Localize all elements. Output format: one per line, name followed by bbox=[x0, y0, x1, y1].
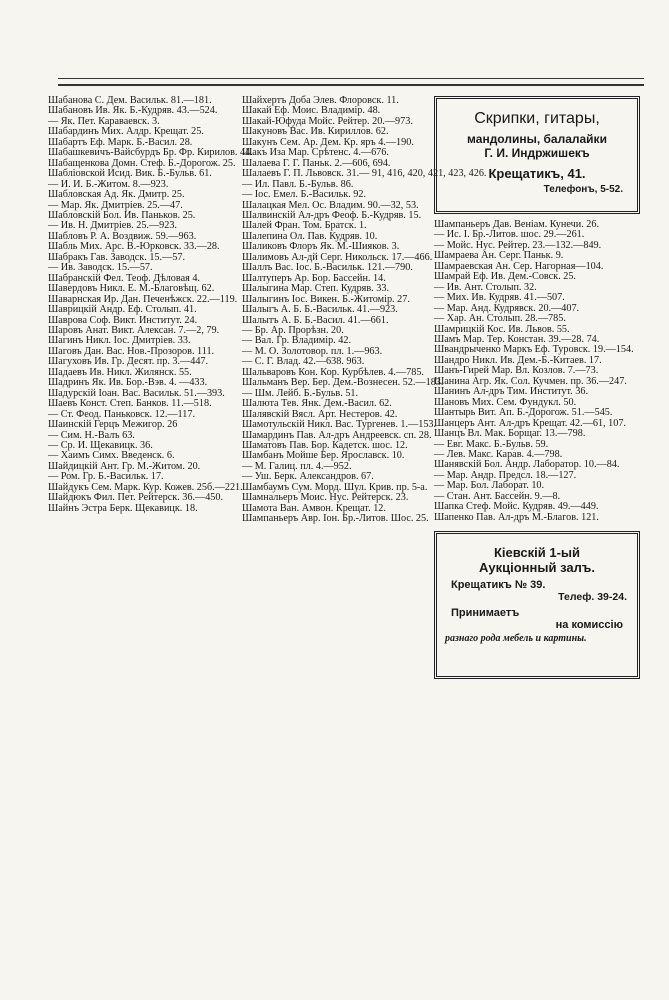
directory-entry: Шамрицкій Кос. Ив. Львов. 55. bbox=[434, 323, 570, 335]
directory-entry: Шанъ-Гирей Мар. Вл. Козлов. 7.—73. bbox=[434, 365, 599, 377]
ad-violins-line3: Г. И. Индржишекъ bbox=[484, 146, 590, 160]
directory-entry: Шалаева Г. Г. Паньк. 2.—606, 694. bbox=[242, 157, 391, 169]
directory-entry: Шагуховъ Ив. Гр. Десят. пр. 3.—447. bbox=[48, 356, 209, 368]
directory-entry: Шалтуперъ Ар. Бор. Бассейн. 14. bbox=[242, 272, 386, 284]
directory-entry: — Бр. Ар. Прорѣзн. 20. bbox=[242, 324, 344, 336]
directory-entry: Шабановъ Ив. Як. Б.-Кудряв. 43.—524. bbox=[48, 105, 218, 117]
directory-entry: Шайнъ Эстра Берк. Щекавицк. 18. bbox=[48, 502, 198, 514]
directory-entry: — Мар. Як. Дмитріев. 25.—47. bbox=[48, 199, 183, 211]
directory-entry: Шабловская Ад. Як. Дмитр. 25. bbox=[48, 189, 185, 201]
directory-entry: Шабловскій Бол. Ив. Паньков. 25. bbox=[48, 209, 196, 221]
directory-entry: Шанцъ Вл. Мак. Борщаг. 13.—798. bbox=[434, 428, 586, 440]
directory-entry: Швандрыченко Маркъ Еф. Туровск. 19.—154. bbox=[434, 344, 634, 356]
directory-entry: — Сим. Н.-Валъ 63. bbox=[48, 429, 135, 441]
directory-entry: Шайхертъ Доба Элев. Флоровск. 11. bbox=[242, 95, 399, 106]
directory-entry: Шалацкая Мел. Ос. Владим. 90.—32, 53. bbox=[242, 199, 419, 211]
directory-entry: Шабардинъ Мих. Алдр. Крещат. 25. bbox=[48, 126, 204, 138]
directory-entry: Шабловъ Р. А. Воздвиж. 59.—963. bbox=[48, 230, 197, 242]
directory-entry: Шаллъ Вас. Іос. Б.-Васильк. 121.—790. bbox=[242, 262, 413, 274]
directory-entry: Шабліовской Исид. Вик. Б.-Бульв. 61. bbox=[48, 168, 212, 180]
directory-entry: Шабракъ Гав. Заводск. 15.—57. bbox=[48, 251, 185, 263]
directory-entry: Шанина Агр. Як. Сол. Кучмен. пр. 36.—247. bbox=[434, 375, 627, 387]
directory-entry: Шамрай Еф. Ив. Дем.-Совск. 25. bbox=[434, 271, 576, 283]
directory-entry: Шампаньеръ Дав. Веніам. Кунечи. 26. bbox=[434, 219, 600, 230]
directory-entry: Шаматовъ Пав. Бор. Кадетск. шос. 12. bbox=[242, 439, 408, 451]
directory-entry: Шалыгина Мар. Степ. Кудряв. 33. bbox=[242, 283, 389, 295]
directory-entry: — Евг. Макс. Б.-Бульв. 59. bbox=[434, 438, 549, 450]
directory-entry: — Ст. Феод. Паньковск. 12.—117. bbox=[48, 408, 196, 420]
directory-entry: Шалвинскій Ал-дръ Феоф. Б.-Кудряв. 15. bbox=[242, 209, 422, 221]
directory-entry: Шальманъ Вер. Бер. Дем.-Вознесен. 52.—183. bbox=[242, 377, 444, 389]
directory-entry: Шакуновъ Вас. Ив. Кириллов. 62. bbox=[242, 126, 389, 138]
directory-entry: — С. Г. Влад. 42.—638. 963. bbox=[242, 356, 365, 368]
directory-entry: Шагинъ Никл. Іос. Дмитріев. 33. bbox=[48, 335, 191, 347]
directory-entry: — Ив. Ант. Столып. 32. bbox=[434, 281, 537, 293]
directory-entry: Шабль Мих. Арс. В.-Юрковск. 33.—28. bbox=[48, 241, 220, 253]
directory-entry: Шакай-Юфуда Мойс. Рейтер. 20.—973. bbox=[242, 115, 413, 127]
directory-entry: Шапенко Пав. Ал-дръ М.-Благов. 121. bbox=[434, 511, 599, 523]
directory-entry: Шадурскій Іоан. Вас. Васильк. 51.—393. bbox=[48, 387, 225, 399]
directory-entry: — Мар. Анд. Кудрявск. 20.—407. bbox=[434, 302, 580, 314]
directory-entry: — Хаимъ Симх. Введенск. 6. bbox=[48, 450, 175, 462]
ad-auction-line1: Кіевскій 1-ый bbox=[493, 545, 581, 561]
directory-entry: — М. О. Золотовор. пл. 1.—963. bbox=[242, 345, 383, 357]
ad-auction-line7: разнаго рода мебель и картины. bbox=[445, 633, 587, 645]
directory-entry: — Стан. Ант. Бассейн. 9.—8. bbox=[434, 490, 561, 502]
directory-entry: Шановъ Мих. Сем. Фундукл. 50. bbox=[434, 396, 577, 408]
directory-entry: Шамотульскій Никл. Вас. Тургенев. 1.—153. bbox=[242, 419, 437, 431]
directory-entry: — Мих. Ив. Кудряв. 41.—507. bbox=[434, 292, 565, 304]
directory-entry: Шалявскій Вясл. Арт. Нестеров. 42. bbox=[242, 408, 398, 420]
ad-auction-line5: Принимаетъ bbox=[451, 607, 520, 620]
directory-entry: Шалаевъ Г. П. Львовск. 31.— 91, 416, 420, 421, 423, 426. bbox=[242, 168, 487, 180]
directory-entry: Шамнальеръ Моис. Нус. Рейтерск. 23. bbox=[242, 492, 409, 504]
directory-entry: — Лев. Макс. Карав. 4.—798. bbox=[434, 448, 563, 460]
directory-entry: — Мар. Андр. Предсл. 18.—127. bbox=[434, 469, 577, 481]
directory-entry: Шалыгъ А. Б. Б.-Васильк. 41.—923. bbox=[242, 304, 398, 316]
directory-entry: Шабанова С. Дем. Васильк. 81.—181. bbox=[48, 95, 212, 106]
directory-entry: — Іос. Емел. Б.-Васильк. 92. bbox=[242, 189, 367, 201]
directory-entry: Шабранскій Фел. Теоф. Дѣловая 4. bbox=[48, 272, 200, 284]
directory-entry: Шамраева Ан. Серг. Паньк. 9. bbox=[434, 250, 564, 262]
directory-entry: Шалимовъ Ал-дй Серг. Никольск. 17.—466. bbox=[242, 251, 433, 263]
ad-violins bbox=[434, 96, 640, 214]
directory-entry: Шанявскій Бол. Андр. Лаборатор. 10.—84. bbox=[434, 459, 620, 471]
ad-auction-line6: на комиссію bbox=[555, 619, 623, 632]
directory-entry: Шайдюкъ Фил. Пет. Рейтерск. 36.—450. bbox=[48, 492, 224, 504]
directory-entry: — Хар. Ан. Столып. 28.—785. bbox=[434, 313, 566, 325]
directory-entry: Шайдукъ Сем. Марк. Кур. Кожев. 25б.—221. bbox=[48, 481, 243, 493]
directory-entry: Шаровъ Анат. Викт. Алексан. 7.—2, 79. bbox=[48, 324, 220, 336]
directory-entry: Шампаньеръ Авр. Іон. Бр.-Литов. Шос. 25. bbox=[242, 513, 429, 525]
directory-entry: Шалюта Тев. Янк. Дем.-Васил. 62. bbox=[242, 398, 392, 410]
directory-entry: Шамбаумъ Сум. Морд. Шул. Крив. пр. 5-а. bbox=[242, 481, 428, 493]
directory-entry: Шаговъ Дан. Вас. Нов.-Прозоров. 111. bbox=[48, 345, 215, 357]
directory-entry: Шадаевъ Ив. Никл. Жилянск. 55. bbox=[48, 366, 192, 378]
directory-entry: Шавердовъ Никл. Е. М.-Благовѣщ. 62. bbox=[48, 283, 215, 295]
directory-entry: — Ром. Гр. Б.-Васильк. 17. bbox=[48, 471, 164, 483]
directory-entry: Шамбанъ Мойше Бер. Ярославск. 10. bbox=[242, 450, 405, 462]
directory-column-1 bbox=[48, 95, 253, 514]
top-rule-thick bbox=[58, 84, 644, 86]
top-rule bbox=[58, 78, 644, 79]
ad-violins-line5: Телефонъ, 5-52. bbox=[543, 184, 623, 195]
directory-entry: — Ср. И. Щекавицк. 36. bbox=[48, 439, 153, 451]
directory-entry: Шабащенкова Домн. Стеф. Б.-Дорогож. 25. bbox=[48, 157, 236, 169]
directory-entry: Шамардинъ Пав. Ал-дръ Андреевск. сп. 28. bbox=[242, 429, 432, 441]
directory-entry: — М. Галиц. пл. 4.—952. bbox=[242, 460, 352, 472]
ad-auction-line3: Крещатикъ № 39. bbox=[451, 579, 546, 592]
directory-entry: Шанинъ Ал-дръ Тим. Институт. 36. bbox=[434, 386, 589, 398]
directory-entry: Шамъ Мар. Тер. Констан. 39.—28. 74. bbox=[434, 333, 600, 345]
directory-entry: Шаевъ Конст. Степ. Банков. 11.—518. bbox=[48, 398, 212, 410]
ad-violins-line4: Крещатикъ, 41. bbox=[488, 166, 586, 181]
directory-entry: Шалей Фран. Том. Братск. 1. bbox=[242, 220, 367, 232]
directory-entry: Шапка Стеф. Мойс. Кудряв. 49.—449. bbox=[434, 501, 599, 513]
directory-entry: Шандро Никл. Ив. Дем.-Б.-Китаев. 17. bbox=[434, 354, 602, 366]
directory-entry: Шалытъ А. Б. Б.-Васил. 41.—661. bbox=[242, 314, 389, 326]
directory-entry: Шаварнская Ир. Дан. Печенѣжск. 22.—119. bbox=[48, 293, 238, 305]
directory-entry: Шаинскій Герцъ Межигор. 26 bbox=[48, 419, 178, 431]
directory-entry: Шамота Ван. Амвон. Крещат. 12. bbox=[242, 502, 386, 514]
ad-violins-line1: Скрипки, гитары, bbox=[474, 110, 600, 127]
directory-column-3-list bbox=[434, 220, 640, 523]
directory-entry: Шаврицкій Андр. Еф. Столып. 41. bbox=[48, 304, 197, 316]
directory-entry: Шабашкевичъ-Вайсбурдъ Бр. Фр. Кирилов. 44. bbox=[48, 147, 253, 159]
directory-entry: Шакунъ Сем. Ар. Дем. Кр. яръ 4.—190. bbox=[242, 136, 414, 148]
directory-entry: Шантырь Вит. Ап. Б.-Дорогож. 51.—545. bbox=[434, 407, 613, 419]
directory-entry: Шальваровъ Кон. Кор. Курбѣлев. 4.—785. bbox=[242, 366, 424, 378]
directory-entry: — Уш. Берк. Александров. 67. bbox=[242, 471, 374, 483]
directory-entry: — Мар. Бол. Лаборат. 10. bbox=[434, 480, 545, 492]
directory-entry: Шакъ Иза Мар. Срѣтенс. 4.—676. bbox=[242, 147, 389, 159]
directory-entry: Шайдицкій Ант. Гр. М.-Житом. 20. bbox=[48, 460, 201, 472]
directory-entry: Шадринъ Як. Ив. Бор.-Вэв. 4. —433. bbox=[48, 377, 208, 389]
directory-entry: — Як. Пет. Караваевск. 3. bbox=[48, 115, 160, 127]
directory-entry: Шабартъ Еф. Марк. Б.-Васил. 28. bbox=[48, 136, 193, 148]
directory-entry: — И. И. Б.-Житом. 8.—923. bbox=[48, 178, 169, 190]
directory-entry: — Ис. I. Бр.-Литов. шос. 29.—261. bbox=[434, 229, 585, 241]
directory-entry: — Ил. Павл. Б.-Бульв. 86. bbox=[242, 178, 354, 190]
ad-auction bbox=[434, 531, 640, 679]
directory-entry: Шалыгинъ Іос. Викен. Б.-Житомір. 27. bbox=[242, 293, 410, 305]
directory-entry: — Ив. Заводск. 15.—57. bbox=[48, 262, 153, 274]
directory-entry: Шамраевская Ан. Сер. Нагорная—104. bbox=[434, 260, 604, 272]
directory-entry: — Ив. Н. Дмитріев. 25.—923. bbox=[48, 220, 177, 232]
directory-entry: — Мойс. Нус. Рейтер. 23.—132.—849. bbox=[434, 239, 602, 251]
directory-entry: — Вал. Гр. Владимір. 42. bbox=[242, 335, 351, 347]
ad-auction-line4: Телеф. 39-24. bbox=[558, 591, 627, 604]
ad-auction-line2: Аукціонный залъ. bbox=[479, 560, 595, 576]
directory-entry: Шаликовъ Флоръ Як. М.-Шияков. 3. bbox=[242, 241, 400, 253]
directory-column-3 bbox=[434, 96, 640, 679]
directory-entry: Шаврова Соф. Викт. Институт. 24. bbox=[48, 314, 198, 326]
directory-entry: — Шм. Лейб. Б.-Бульв. 51. bbox=[242, 387, 359, 399]
ad-violins-line2: мандолины, балалайки bbox=[467, 132, 607, 146]
directory-entry: Шанцеръ Ант. Ал-дръ Крещат. 42.—61, 107. bbox=[434, 417, 626, 429]
directory-entry: Шакай Еф. Моис. Владимір. 48. bbox=[242, 105, 381, 117]
directory-entry: Шалепина Ол. Пав. Кудряв. 10. bbox=[242, 230, 378, 242]
